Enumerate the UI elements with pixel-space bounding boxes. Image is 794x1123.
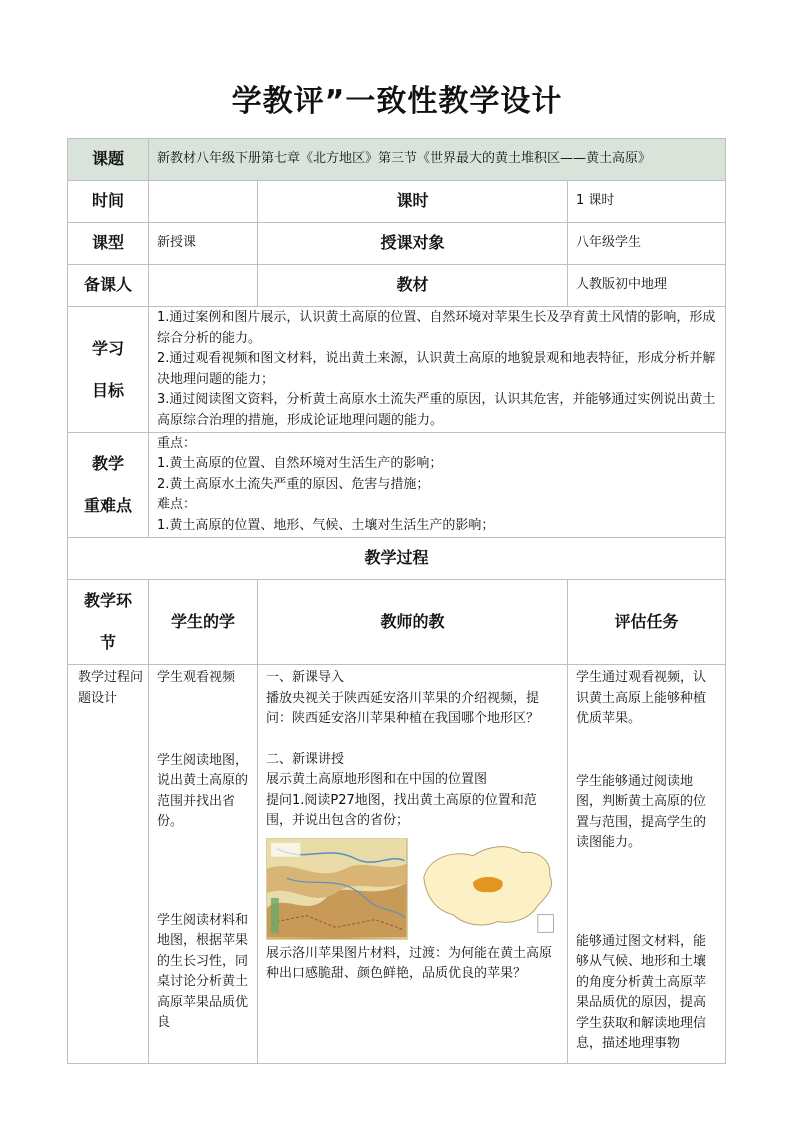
student-activity: 学生观看视频 (157, 670, 236, 685)
audience-label: 授课对象 (258, 223, 568, 265)
student-activity: 学生阅读地图，说出黄土高原的范围并找出省份。 (157, 752, 249, 829)
audience-value: 八年级学生 (568, 223, 726, 265)
student-activity: 学生阅读材料和地图，根据苹果的生长习性，同桌讨论分析黄土高原苹果品质优良 (157, 912, 249, 1030)
keypoints-label-line1: 教学 (91, 454, 124, 473)
map-figures (266, 838, 559, 940)
textbook-value: 人教版初中地理 (568, 265, 726, 307)
goal-item: 1.通过案例和图片展示，认识黄土高原的位置、自然环境对苹果生长及孕育黄土风情的影响，形成综合分析的能力。 (157, 310, 716, 346)
stage-header-line2: 节 (99, 633, 116, 652)
student-column-header: 学生的学 (149, 580, 258, 665)
teacher-column-header: 教师的教 (258, 580, 568, 665)
teacher-paragraph: 提问1.阅读P27地图，找出黄土高原的位置和范围，并说出包含的省份； (266, 792, 537, 828)
terrain-map-graphic (267, 839, 407, 937)
china-map-graphic (414, 838, 559, 936)
keypoints-label-line2: 重难点 (83, 496, 132, 515)
process-header-row (68, 580, 726, 665)
eval-task: 能够通过图文材料，能够从气候、地形和土壤的角度分析黄土高原苹果品质优的原因，提高学生获取和解读地理信息，描述地理事物 (576, 933, 707, 1051)
stage-header-line1: 教学环 (83, 591, 132, 610)
goal-item: 2.通过观看视频和图文材料，说出黄土来源，认识黄土高原的地貌景观和地表特征，形成分析并解决地理问题的能力； (157, 351, 716, 387)
stage-column-header (68, 580, 149, 665)
eval-task: 学生能够通过阅读地图，判断黄土高原的位置与范围，提高学生的读图能力。 (576, 773, 707, 850)
period-label: 课时 (258, 181, 568, 223)
preparer-label: 备课人 (68, 265, 149, 307)
goals-content (149, 307, 726, 433)
teacher-heading: 二、新课讲授 (266, 751, 345, 767)
goal-item: 3.通过阅读图文资料，分析黄土高原水土流失严重的原因，认识其危害，并能够通过实例说出黄土高原综合治理的措施，形成论证地理问题的能力。 (157, 392, 716, 428)
student-cell (149, 665, 258, 1064)
preparer-value (149, 265, 258, 307)
eval-task: 学生通过观看视频，认识黄土高原上能够种植优质苹果。 (576, 670, 707, 726)
time-value (149, 181, 258, 223)
type-label: 课型 (68, 223, 149, 265)
teacher-paragraph: 展示黄土高原地形图和在中国的位置图 (266, 772, 488, 787)
eval-cell (568, 665, 726, 1064)
keypoint-line: 1.黄土高原的位置、自然环境对生活生产的影响； (157, 456, 443, 472)
teacher-heading: 一、新课导入 (266, 670, 345, 685)
type-value: 新授课 (149, 223, 258, 265)
textbook-label: 教材 (258, 265, 568, 307)
keypoints-content (149, 433, 726, 538)
topic-value: 新教材八年级下册第七章《北方地区》第三节《世界最大的黄土堆积区——黄土高原》 (149, 139, 726, 181)
goals-label-line2: 目标 (91, 380, 124, 400)
topic-row (68, 139, 726, 181)
keypoint-line: 重点： (157, 435, 197, 451)
process-title-row (68, 538, 726, 580)
goals-row (68, 307, 726, 433)
keypoints-label (68, 433, 149, 538)
teacher-cell (258, 665, 568, 1064)
topic-label: 课题 (68, 139, 149, 181)
keypoint-line: 2.黄土高原水土流失严重的原因、危害与措施； (157, 476, 430, 492)
process-body-row (68, 665, 726, 1064)
keypoint-line: 1.黄土高原的位置、地形、气候、土壤对生活生产的影响； (157, 517, 495, 533)
teacher-paragraph: 播放央视关于陕西延安洛川苹果的介绍视频，提问：陕西延安洛川苹果种植在我国哪个地形区？ (266, 690, 540, 726)
preparer-row (68, 265, 726, 307)
keypoint-line: 难点： (157, 497, 197, 513)
time-row (68, 181, 726, 223)
stage-cell (68, 665, 149, 1064)
keypoints-row (68, 433, 726, 538)
process-title: 教学过程 (68, 538, 726, 580)
period-value: 1 课时 (568, 181, 726, 223)
type-row (68, 223, 726, 265)
teacher-paragraph: 展示洛川苹果图片材料，过渡：为何能在黄土高原种出口感脆甜、颜色鲜艳，品质优良的苹果？ (266, 945, 553, 981)
stage-text: 教学过程问题设计 (78, 670, 144, 706)
time-label: 时间 (68, 181, 149, 223)
document-title: 学教评”一致性教学设计 (231, 84, 563, 119)
loess-plateau-terrain-map (266, 838, 408, 940)
china-location-map (414, 838, 559, 938)
lesson-plan-table (67, 138, 726, 1064)
goals-label (68, 307, 149, 433)
eval-column-header: 评估任务 (568, 580, 726, 665)
goals-label-line1: 学习 (91, 338, 124, 358)
